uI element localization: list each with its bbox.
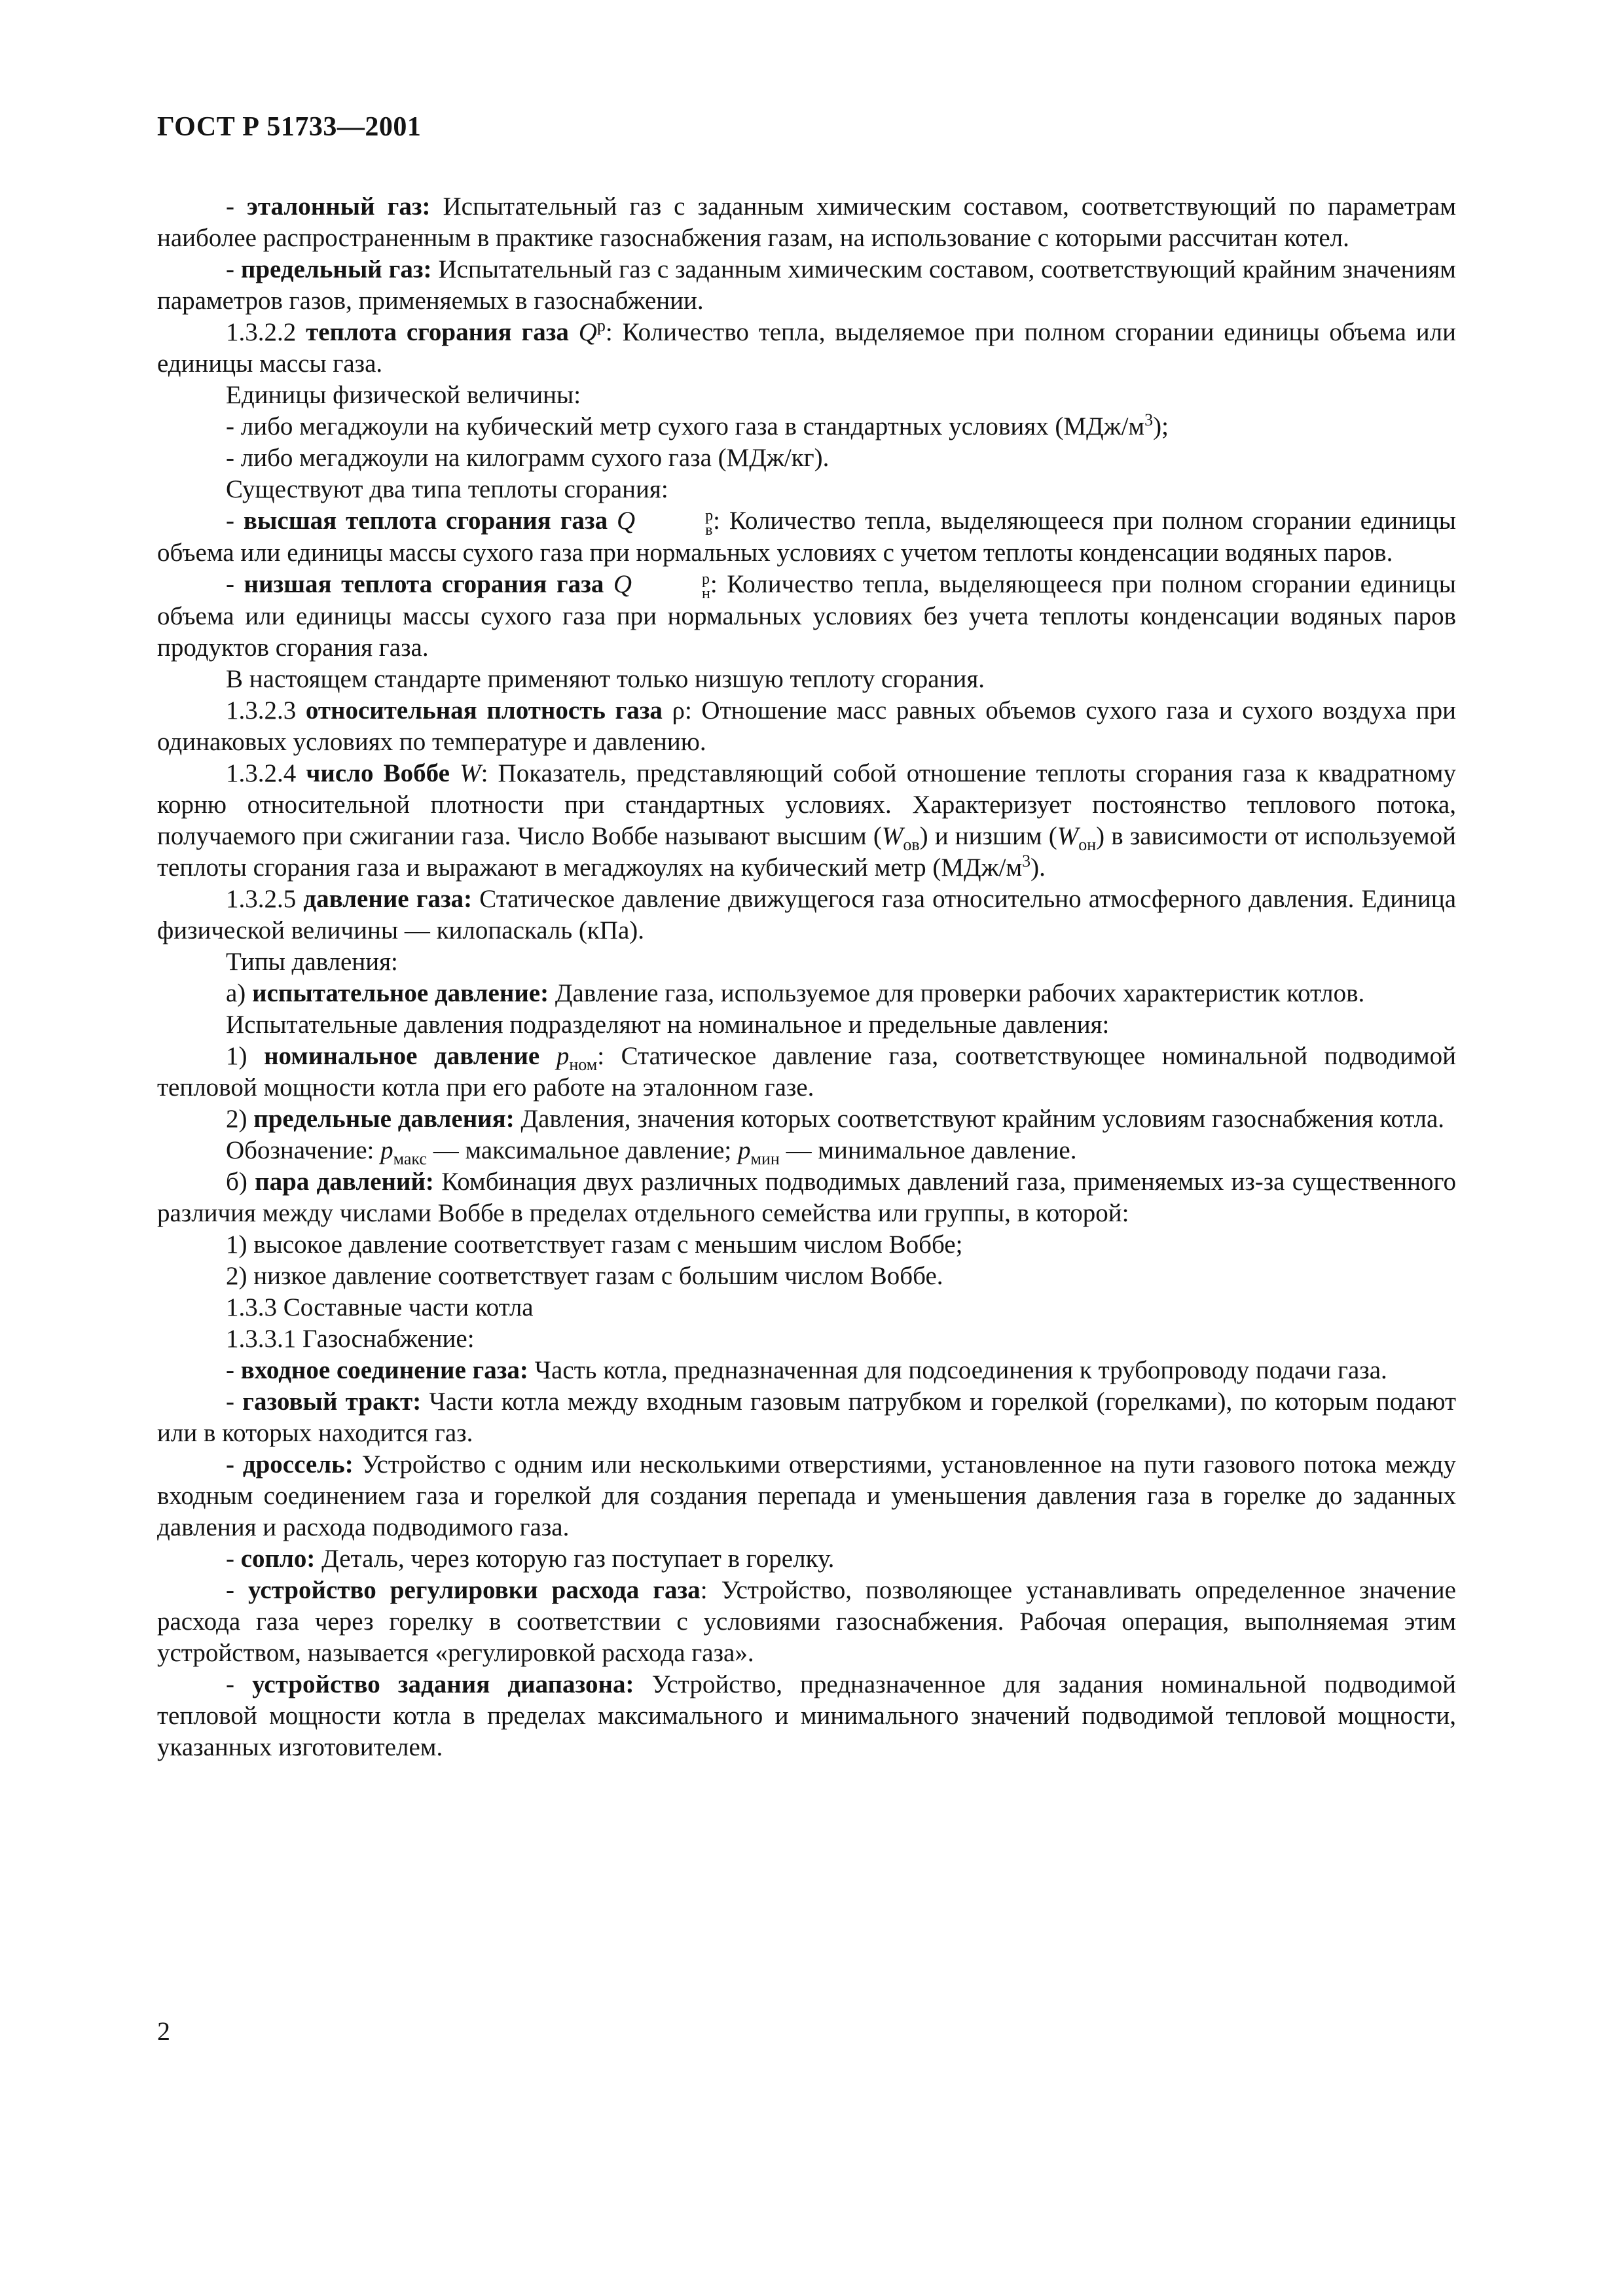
- term: номинальное давление: [264, 1042, 540, 1071]
- symbol-indices: р в: [705, 507, 714, 539]
- symbol-indices: р н: [702, 571, 710, 603]
- term: испытательное давление:: [252, 979, 549, 1008]
- definition-gross-heat: - высшая теплота сгорания газа Q р в : Количество тепла, выделяющееся при полном сгорании единицы объема или единицы массы сухого газа при нормальных условиях с учетом теплоты конденсации водяных паров.: [157, 507, 1456, 567]
- list-item-unit-volume: - либо мегаджоули на кубический метр сухого газа в стандартных условиях $(МДж/м^3)$;: [226, 410, 1169, 440]
- section-heading-boiler-parts: 1.3.3 Составные части котла: [226, 1293, 534, 1322]
- definition-wobbe-number: 1.3.2.4 число Воббе W: Показатель, представляющий собой отношение теплоты сгорания газа к квадратному корню относительной плотности при стандартных условиях. Характеризует постоянство теплового потока, получаемого при сжигании газа. Число Воббе называют высшим $(W_{ов})$ и низшим $(W_{он})$ в зависимости от используемой теплоты сгорания газа и выражают в мегаджоулях на кубический метр $(МДж/м^3)$.: [157, 759, 1457, 882]
- symbol: Q: [613, 570, 632, 599]
- definition-test-pressure: а) испытательное давление: Давление газа, используемое для проверки рабочих характеристик котлов.: [226, 979, 1365, 1008]
- definition-limit-pressures: 2) предельные давления: Давления, значения которых соответствуют крайним условиям газоснабжения котла.: [226, 1105, 1445, 1134]
- definition-gas-pressure: 1.3.2.5 давление газа: Статическое давление движущегося газа относительно атмосферного давления. Единица физической величины — килопаскаль (кПа).: [157, 885, 1456, 945]
- symbol: W: [449, 759, 481, 788]
- term: эталонный газ:: [247, 192, 431, 221]
- list-item-high-pressure: 1) высокое давление соответствует газам с меньшим числом Воббе;: [226, 1230, 963, 1259]
- definition-nominal-pressure: 1) номинальное давление $p_{ном}$: Статическое давление газа, соответствующее номинальной подводимой тепловой мощности котла при его работе на эталонном газе.: [157, 1042, 1456, 1102]
- term: - дроссель:: [226, 1450, 354, 1479]
- document-code-header: ГОСТ Р 51733—2001: [157, 112, 422, 142]
- definition-range-rating-device: - устройство задания диапазона: Устройство, предназначенное для задания номинальной подводимой тепловой мощности котла в пределах максимального и минимального значений подводимой тепловой мощности, указанных изготовителем.: [157, 1670, 1456, 1762]
- term: устройство задания диапазона:: [252, 1670, 634, 1699]
- definition-gas-path: - газовый тракт: Части котла между входным газовым патрубком и горелкой (горелками), по которым подают или в которых находится газ.: [157, 1388, 1456, 1448]
- paragraph-types-of-heat: Существуют два типа теплоты сгорания:: [226, 475, 668, 503]
- term: входное соединение газа:: [240, 1356, 528, 1385]
- term: предельные давления:: [253, 1105, 515, 1134]
- definition-reference-gas: - эталонный газ: Испытательный газ с заданным химическим составом, соответствующий по параметрам наиболее распространенным в практике газоснабжения газам, на использование с которыми рассчитан котел.: [157, 192, 1456, 252]
- symbol: Q: [578, 318, 597, 346]
- term: давление газа:: [303, 885, 473, 914]
- paragraph-units: Единицы физической величины:: [226, 381, 581, 409]
- page-number: 2: [157, 2017, 170, 2046]
- term: газовый тракт:: [242, 1388, 422, 1416]
- definition-limit-gas: - предельный газ: Испытательный газ с заданным химическим составом, соответствующий крайним значениям параметров газов, применяемых в газоснабжении.: [157, 255, 1456, 315]
- definition-heat-of-combustion: 1.3.2.2 теплота сгорания газа $Q^p$: Количество тепла, выделяемое при полном сгорании единицы объема или единицы массы газа.: [157, 316, 1456, 378]
- term: высшая теплота сгорания газа: [243, 507, 608, 535]
- definition-restrictor: - дроссель: Устройство с одним или несколькими отверстиями, установленное на пути газового потока между входным соединением газа и горелкой для создания перепада и уменьшения давления газа в горелке до заданных давления и расхода подводимого газа.: [157, 1450, 1456, 1542]
- symbol: ρ: [662, 696, 685, 725]
- definition-nozzle: - сопло: Деталь, через которую газ поступает в горелку.: [226, 1545, 835, 1573]
- definition-pressure-pair: б) пара давлений: Комбинация двух различных подводимых давлений газа, применяемых из-за существенного различия между числами Воббе в пределах отдельного семейства или группы, в которой:: [157, 1168, 1456, 1228]
- clause-number: 1.3.2.4: [226, 759, 306, 788]
- definition-gas-rate-adjuster: - устройство регулировки расхода газа: Устройство, позволяющее устанавливать определенное значение расхода газа через горелку в соответствии с условиями газоснабжения. Рабочая операция, выполняемая этим устройством, называется «регулировкой расхода газа».: [157, 1576, 1456, 1668]
- paragraph-pressure-notation: Обозначение: $p_{макс}$ — максимальное давление; $p_{мин}$ — минимальное давление.: [226, 1136, 1077, 1168]
- term: теплота сгорания газа: [306, 318, 569, 346]
- document-body: [157, 191, 1456, 1763]
- term: предельный газ:: [240, 255, 432, 283]
- paragraph-pressure-types: Типы давления:: [226, 948, 398, 977]
- term: число Воббе: [306, 759, 450, 788]
- definition-net-heat: - низшая теплота сгорания газа Q р н : Количество тепла, выделяющееся при полном сгорании единицы объема или единицы массы сухого газа при нормальных условиях без учета теплоты конденсации водяных паров продуктов сгорания газа.: [157, 570, 1456, 662]
- term: низшая теплота сгорания газа: [244, 570, 604, 599]
- list-item-low-pressure: 2) низкое давление соответствует газам с большим числом Воббе.: [226, 1262, 943, 1291]
- section-heading-gas-supply: 1.3.3.1 Газоснабжение:: [226, 1325, 475, 1354]
- symbol: p: [539, 1042, 570, 1071]
- paragraph-test-pressures-split: Испытательные давления подразделяют на номинальное и предельные давления:: [226, 1011, 1110, 1039]
- definition-gas-inlet: - входное соединение газа: Часть котла, предназначенная для подсоединения к трубопроводу подачи газа.: [226, 1356, 1387, 1385]
- clause-number: 1.3.2.5: [226, 885, 304, 914]
- clause-number: 1.3.2.2: [226, 318, 306, 346]
- symbol: Q: [616, 507, 636, 535]
- clause-number: 1.3.2.3: [226, 696, 306, 725]
- list-item-unit-mass: - либо мегаджоули на килограмм сухого газа (МДж/кг).: [226, 444, 830, 472]
- paragraph-net-heat-note: В настоящем стандарте применяют только низшую теплоту сгорания.: [226, 665, 985, 694]
- term: сопло:: [240, 1545, 316, 1573]
- definition-relative-density: 1.3.2.3 относительная плотность газа ρ: Отношение масс равных объемов сухого газа и сухого воздуха при одинаковых условиях по температуре и давлению.: [157, 696, 1457, 757]
- term: устройство регулировки расхода газа: [248, 1576, 701, 1605]
- term: относительная плотность газа: [305, 696, 663, 725]
- term: пара давлений:: [255, 1168, 434, 1196]
